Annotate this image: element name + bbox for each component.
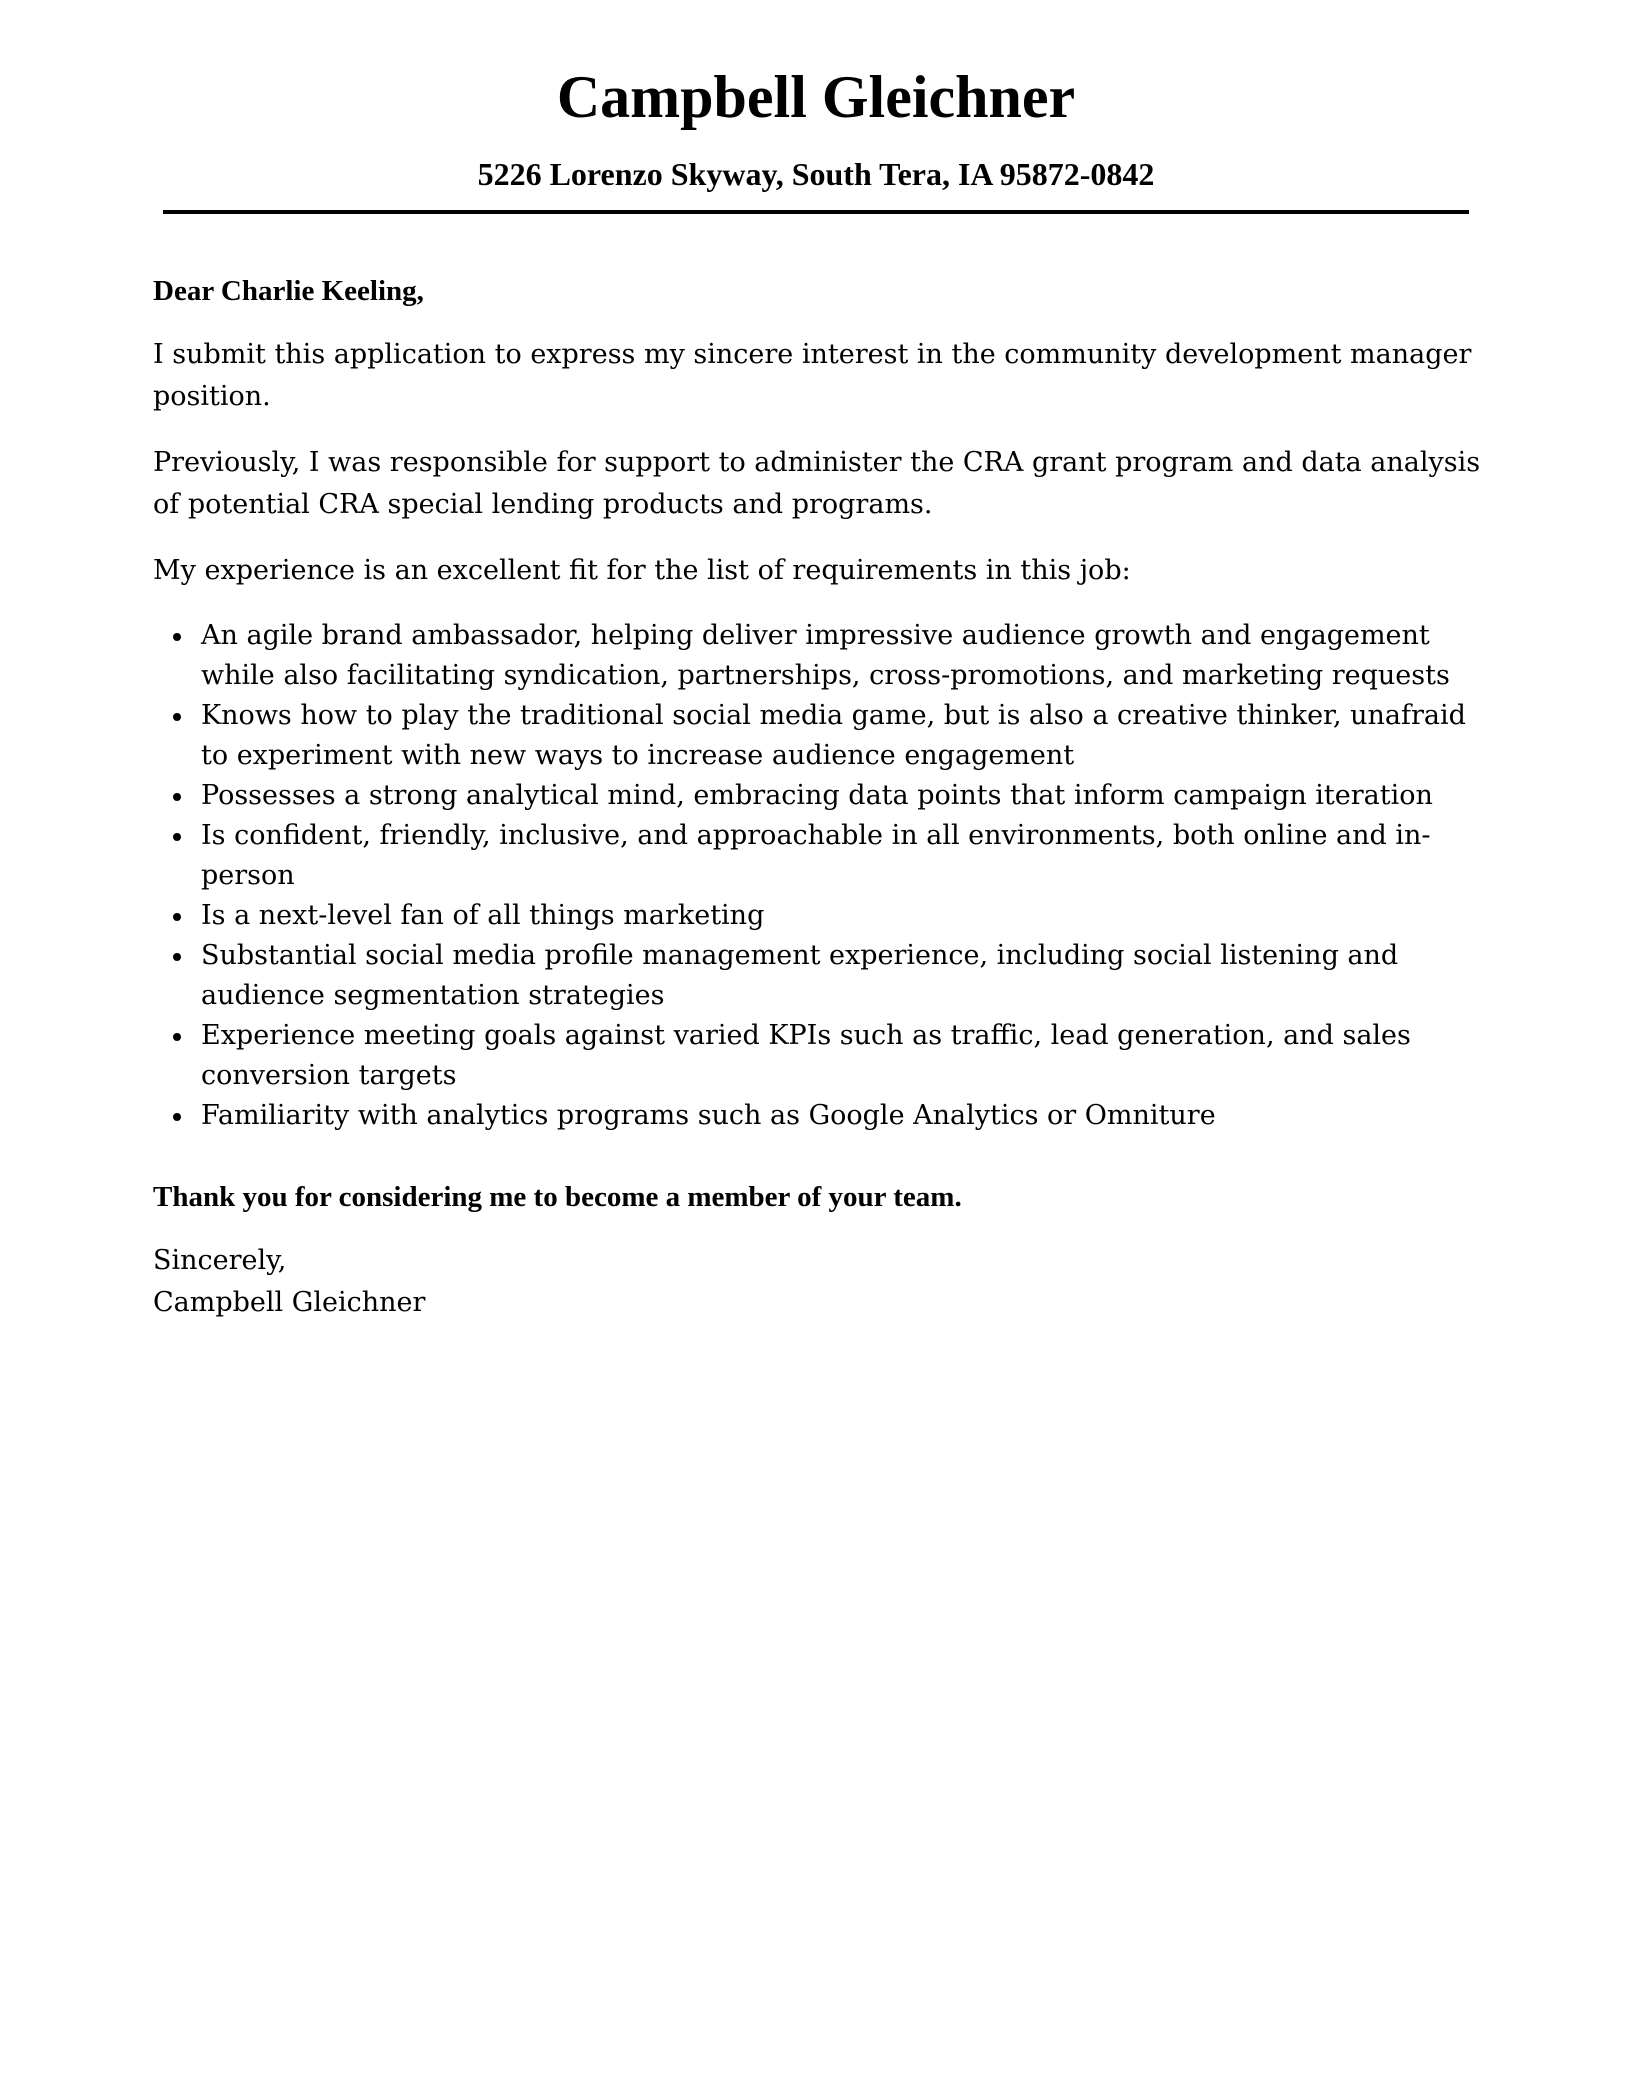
experience-paragraph: Previously, I was responsible for support to administer the CRA grant program and data analysis of potential CRA special lending products and programs. <box>153 447 1481 520</box>
thank-you-line: Thank you for considering me to become a member of your team. <box>153 1181 962 1213</box>
header-divider <box>163 210 1469 214</box>
requirement-text: Possesses a strong analytical mind, embracing data points that inform campaign iteration <box>201 780 1433 811</box>
requirements-list <box>153 616 1483 1136</box>
requirements-intro: My experience is an excellent fit for the list of requirements in this job: <box>153 555 1131 586</box>
bullet-icon <box>173 1033 181 1041</box>
bullet-icon <box>173 913 181 921</box>
requirement-text: Substantial social media profile management experience, including social listening and audience segmentation strategies <box>201 940 1399 1011</box>
requirement-text: Is confident, friendly, inclusive, and approachable in all environments, both online and in-person <box>201 820 1431 891</box>
list-item <box>153 776 1483 816</box>
bullet-icon <box>173 633 181 641</box>
requirement-text: Is a next-level fan of all things marketing <box>201 900 765 931</box>
bullet-icon <box>173 1113 181 1121</box>
bullet-icon <box>173 713 181 721</box>
list-item <box>153 896 1483 936</box>
closing: Sincerely, <box>153 1245 287 1276</box>
list-item <box>153 1096 1483 1136</box>
bullet-icon <box>173 793 181 801</box>
list-item <box>153 616 1483 696</box>
letter-body <box>153 270 1483 1324</box>
intro-paragraph: I submit this application to express my sincere interest in the community development manager position. <box>153 339 1472 412</box>
letter-header <box>163 52 1469 196</box>
list-item <box>153 816 1483 896</box>
list-item <box>153 1016 1483 1096</box>
signature: Campbell Gleichner <box>153 1287 426 1318</box>
requirement-text: Experience meeting goals against varied KPIs such as traffic, lead generation, and sales conversion targets <box>201 1020 1411 1091</box>
requirement-text: Knows how to play the traditional social media game, but is also a creative thinker, unafraid to experiment with new ways to increase audience engagement <box>201 700 1466 771</box>
bullet-icon <box>173 833 181 841</box>
bullet-icon <box>173 953 181 961</box>
list-item <box>153 696 1483 776</box>
requirement-text: An agile brand ambassador, helping deliver impressive audience growth and engagement while also facilitating syndication, partnerships, cross-promotions, and marketing requests <box>201 620 1450 691</box>
list-item <box>153 936 1483 1016</box>
applicant-name: Campbell Gleichner <box>556 64 1076 130</box>
salutation: Dear Charlie Keeling, <box>153 275 424 307</box>
requirement-text: Familiarity with analytics programs such as Google Analytics or Omniture <box>201 1100 1216 1131</box>
applicant-address: 5226 Lorenzo Skyway, South Tera, IA 95872-0842 <box>477 156 1155 192</box>
